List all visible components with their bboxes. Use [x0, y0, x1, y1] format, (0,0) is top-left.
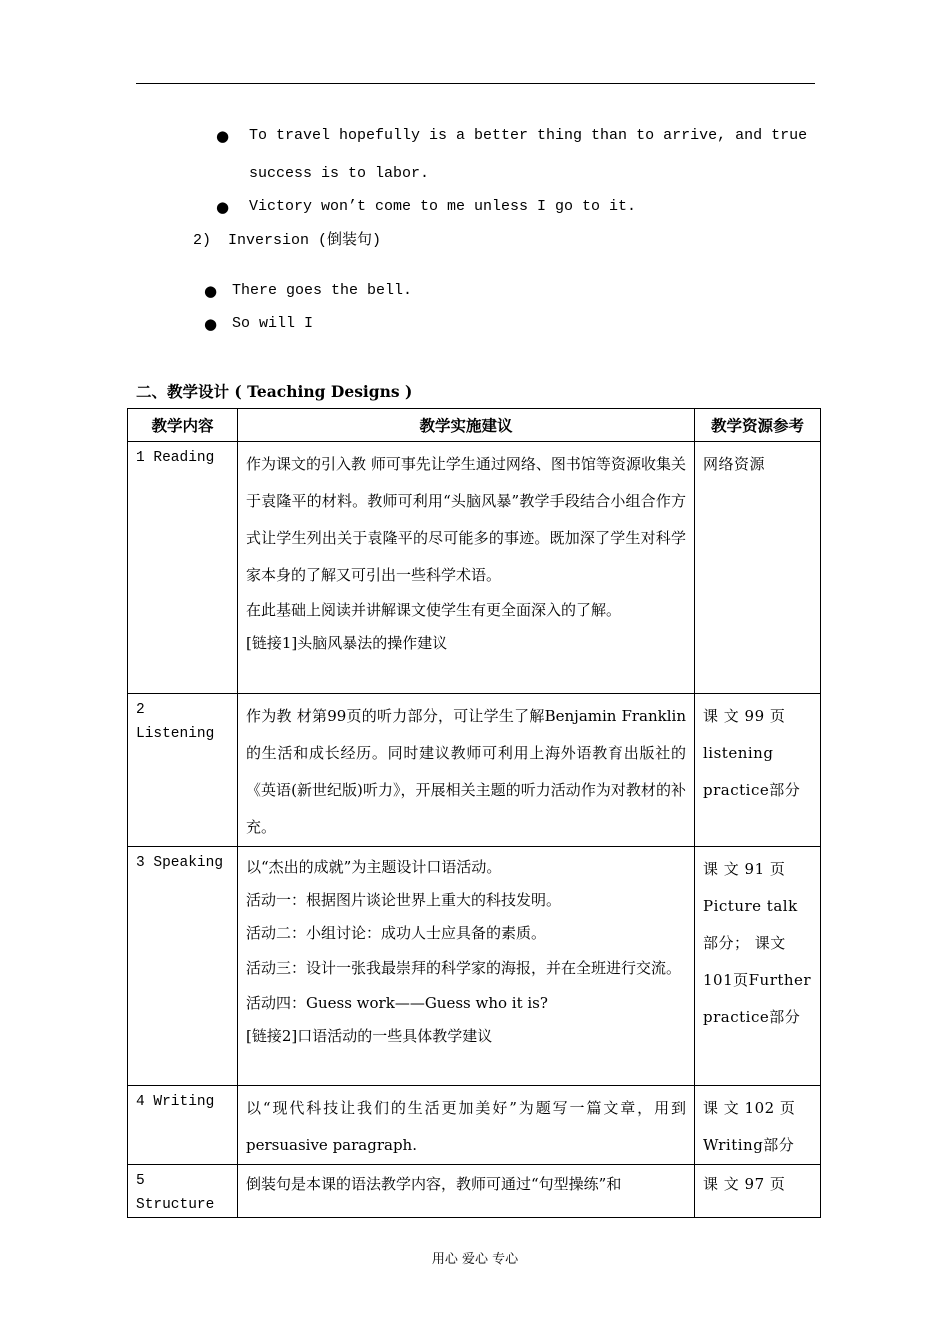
bullet-dot: ● — [204, 282, 218, 300]
row-resource: 课 文 91 页 Picture talk 部分； 课文 101页Further practice部分 — [695, 847, 821, 1086]
page-footer: 用心 爱心 专心 — [431, 1252, 519, 1267]
bullet-dot: ● — [204, 315, 218, 333]
item-text: Inversion (倒装句) — [228, 232, 382, 249]
section-heading: 二、教学设计 ( Teaching Designs ) — [136, 382, 413, 401]
suggestion-paragraph: 作为教 材第99页的听力部分，可让学生了解Benjamin Franklin的生活和成长经历。同时建议教师可利用上海外语教育出版社的《英语(新世纪版)听力》，开展相关主题的听力活动作为对教材的补充。 — [246, 707, 686, 836]
row-topic: 3 Speaking — [128, 847, 238, 1086]
row-suggestion — [238, 694, 695, 847]
table-row — [128, 1086, 821, 1165]
suggestion-paragraph: [链接2]口语活动的一些具体教学建议 — [246, 1027, 493, 1045]
bullet-text: Victory won’t come to me unless I go to it. — [249, 198, 637, 215]
suggestion-paragraph: 倒装句是本课的语法教学内容，教师可通过“句型操练”和 — [246, 1175, 622, 1193]
suggestion-paragraph: 作为课文的引入教 师可事先让学生通过网络、图书馆等资源收集关于袁隆平的材料。教师可利用“头脑风暴”教学手段结合小组合作方式让学生列出关于袁隆平的尽可能多的事迹。既加深了学生对科学家本身的了解又可引出一些科学术语。 — [246, 455, 686, 584]
table-row — [128, 694, 821, 847]
row-resource: 网络资源 — [695, 442, 821, 694]
table-row — [128, 1165, 821, 1218]
header-rule — [136, 83, 815, 84]
suggestion-paragraph: 活动二：小组讨论：成功人士应具备的素质。 — [246, 924, 547, 942]
table-row — [128, 847, 821, 1086]
table-header: 教学内容 — [128, 409, 238, 442]
bullet-text: So will I — [232, 315, 314, 332]
suggestion-paragraph: 以“现代科技让我们的生活更加美好”为题写一篇文章，用到persuasive paragraph. — [246, 1099, 686, 1154]
suggestion-paragraph: 活动一：根据图片谈论世界上重大的科技发明。 — [246, 891, 562, 909]
suggestion-paragraph: 活动三：设计一张我最崇拜的科学家的海报，并在全班进行交流。 — [246, 959, 682, 977]
suggestion-paragraph: 活动四：Guess work——Guess who it is? — [246, 994, 548, 1012]
row-topic: 4 Writing — [128, 1086, 238, 1165]
suggestion-paragraph: 在此基础上阅读并讲解课文使学生有更全面深入的了解。 — [246, 601, 622, 619]
row-resource: 课 文 99 页 listening practice部分 — [695, 694, 821, 847]
bullet-text: success is to labor. — [249, 165, 430, 182]
row-suggestion — [238, 1165, 695, 1218]
table-header-row — [128, 409, 821, 442]
row-resource: 课 文 97 页 — [695, 1165, 821, 1218]
bullet-text: There goes the bell. — [232, 282, 413, 299]
table-header: 教学实施建议 — [238, 409, 695, 442]
item-number: 2) — [193, 232, 212, 249]
bullet-dot: ● — [216, 127, 230, 145]
row-resource: 课 文 102 页 Writing部分 — [695, 1086, 821, 1165]
bullet-text: To travel hopefully is a better thing than to arrive, and true — [249, 127, 808, 144]
row-topic: 5 Structure — [128, 1165, 238, 1218]
teaching-design-table — [127, 408, 821, 1218]
bullet-dot: ● — [216, 198, 230, 216]
table-header: 教学资源参考 — [695, 409, 821, 442]
row-topic: 2 Listening — [128, 694, 238, 847]
row-suggestion — [238, 442, 695, 694]
table-row — [128, 442, 821, 694]
row-suggestion — [238, 1086, 695, 1165]
row-topic: 1 Reading — [128, 442, 238, 694]
suggestion-paragraph: [链接1]头脑风暴法的操作建议 — [246, 634, 448, 652]
row-suggestion — [238, 847, 695, 1086]
suggestion-paragraph: 以“杰出的成就”为主题设计口语活动。 — [246, 858, 502, 876]
